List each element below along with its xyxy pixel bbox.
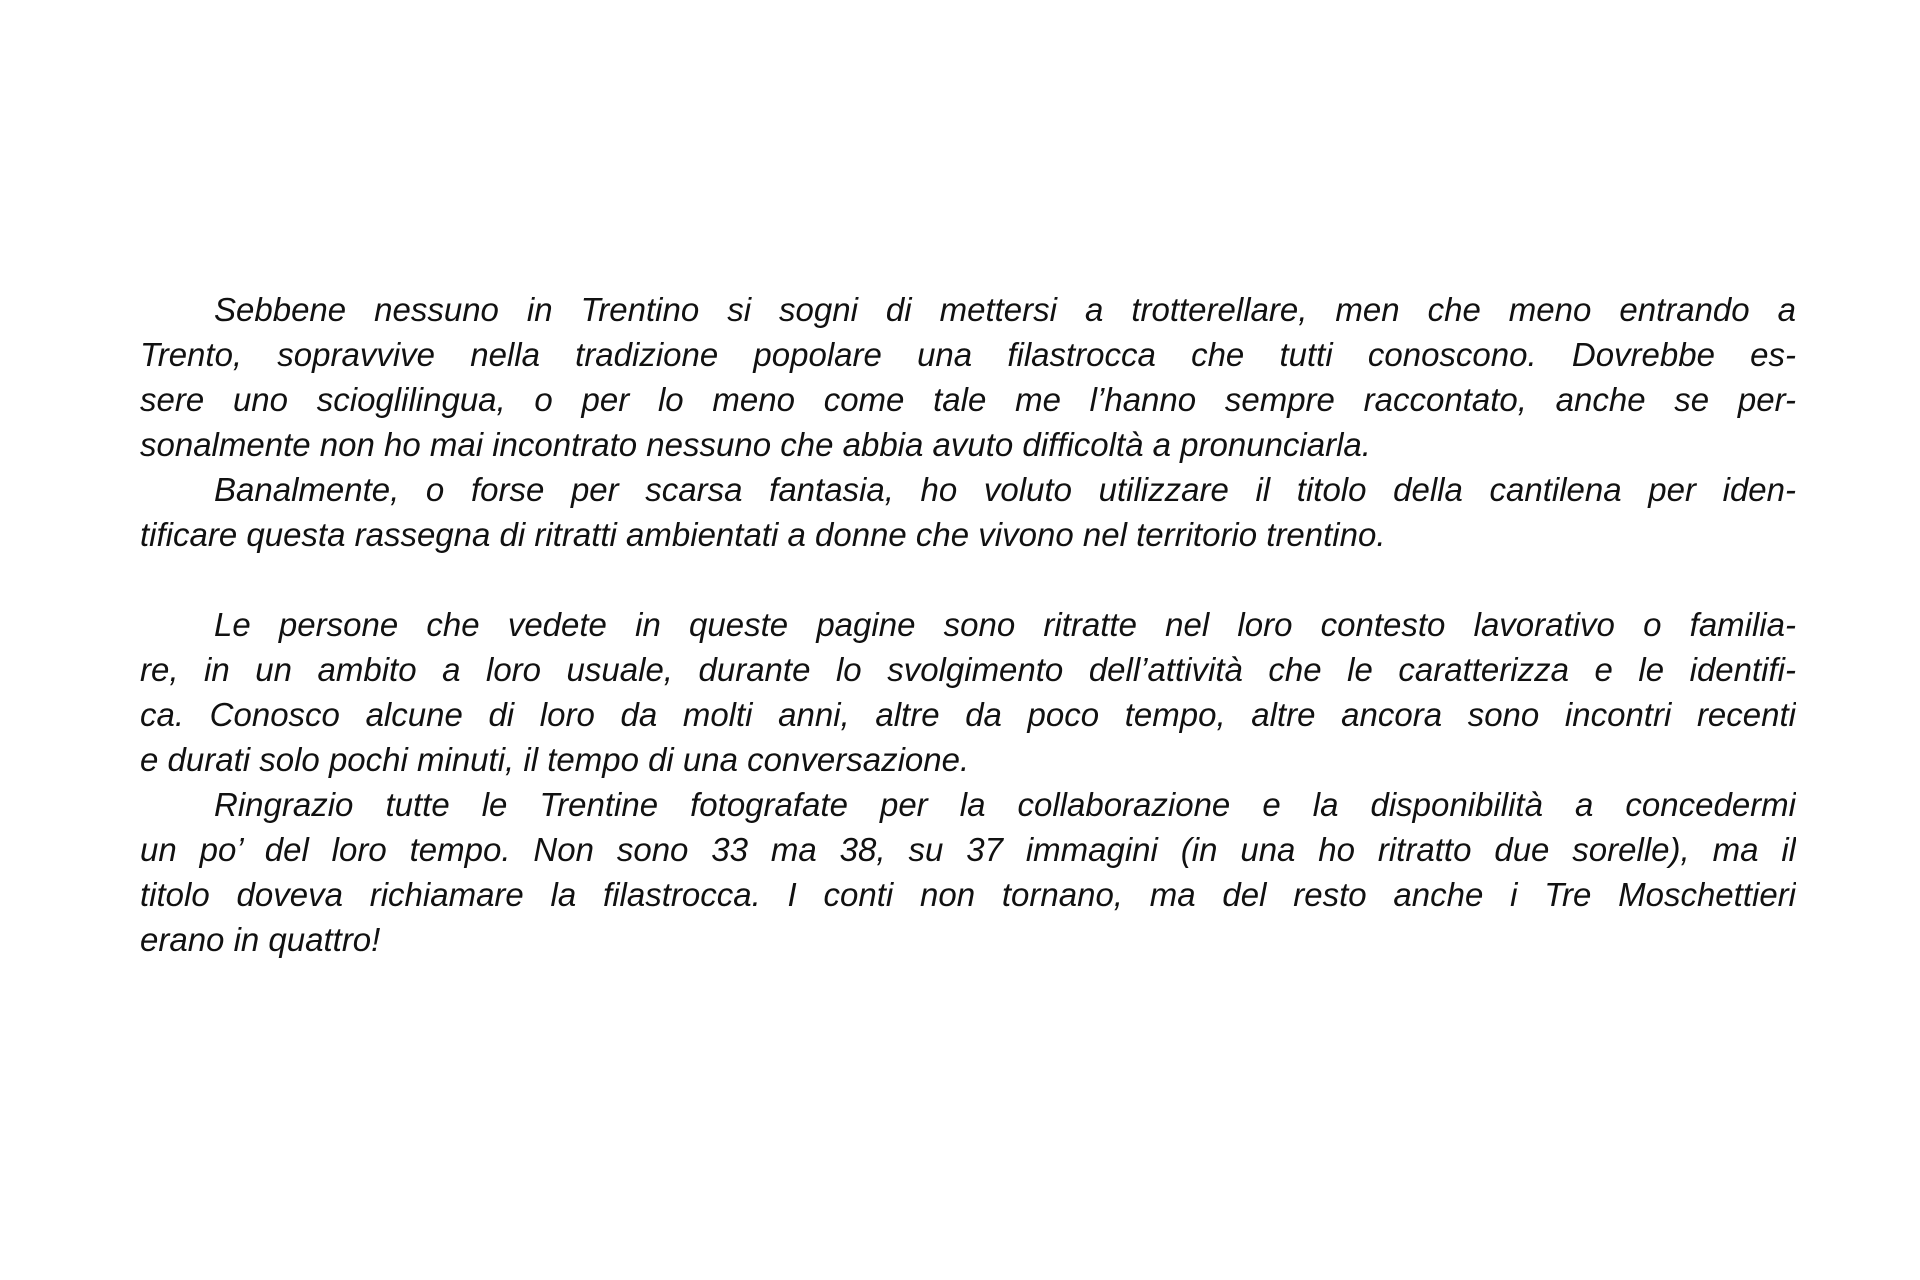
paragraph-line: titolo doveva richiamare la filastrocca. I conti non tornano, ma del resto anche i Tre Moschettieri xyxy=(140,876,1796,913)
paragraph-line: Trento, sopravvive nella tradizione popolare una filastrocca che tutti conoscono. Dovrebbe es- xyxy=(140,336,1796,373)
paragraph-1 xyxy=(140,287,1796,467)
paragraph-line: e durati solo pochi minuti, il tempo di una conversazione. xyxy=(140,741,970,778)
paragraph-4 xyxy=(140,782,1796,962)
paragraph-2 xyxy=(140,467,1796,557)
paragraph-line: erano in quattro! xyxy=(140,921,381,958)
paragraph-line: re, in un ambito a loro usuale, durante lo svolgimento dell’attività che le caratterizza e le identifi- xyxy=(140,651,1796,688)
paragraph-line: Sebbene nessuno in Trentino si sogni di mettersi a trotterellare, men che meno entrando a xyxy=(214,291,1796,328)
paragraph-line: sonalmente non ho mai incontrato nessuno che abbia avuto difficoltà a pronunciarla. xyxy=(140,426,1371,463)
paragraph-line: sere uno scioglilingua, o per lo meno come tale me l’hanno sempre raccontato, anche se per- xyxy=(140,381,1796,418)
paragraph-line: Le persone che vedete in queste pagine sono ritratte nel loro contesto lavorativo o familia- xyxy=(214,606,1796,643)
paragraph-line: ca. Conosco alcune di loro da molti anni, altre da poco tempo, altre ancora sono incontri recenti xyxy=(140,696,1796,733)
paragraph-gap xyxy=(140,557,1796,602)
paragraph-line: Banalmente, o forse per scarsa fantasia, ho voluto utilizzare il titolo della cantilena per iden- xyxy=(214,471,1796,508)
body-text xyxy=(140,287,1796,962)
paragraph-line: tificare questa rassegna di ritratti ambientati a donne che vivono nel territorio trentino. xyxy=(140,516,1386,553)
paragraph-line: Ringrazio tutte le Trentine fotografate per la collaborazione e la disponibilità a concedermi xyxy=(214,786,1796,823)
paragraph-3 xyxy=(140,602,1796,782)
paragraph-line: un po’ del loro tempo. Non sono 33 ma 38, su 37 immagini (in una ho ritratto due sorelle), ma il xyxy=(140,831,1796,868)
